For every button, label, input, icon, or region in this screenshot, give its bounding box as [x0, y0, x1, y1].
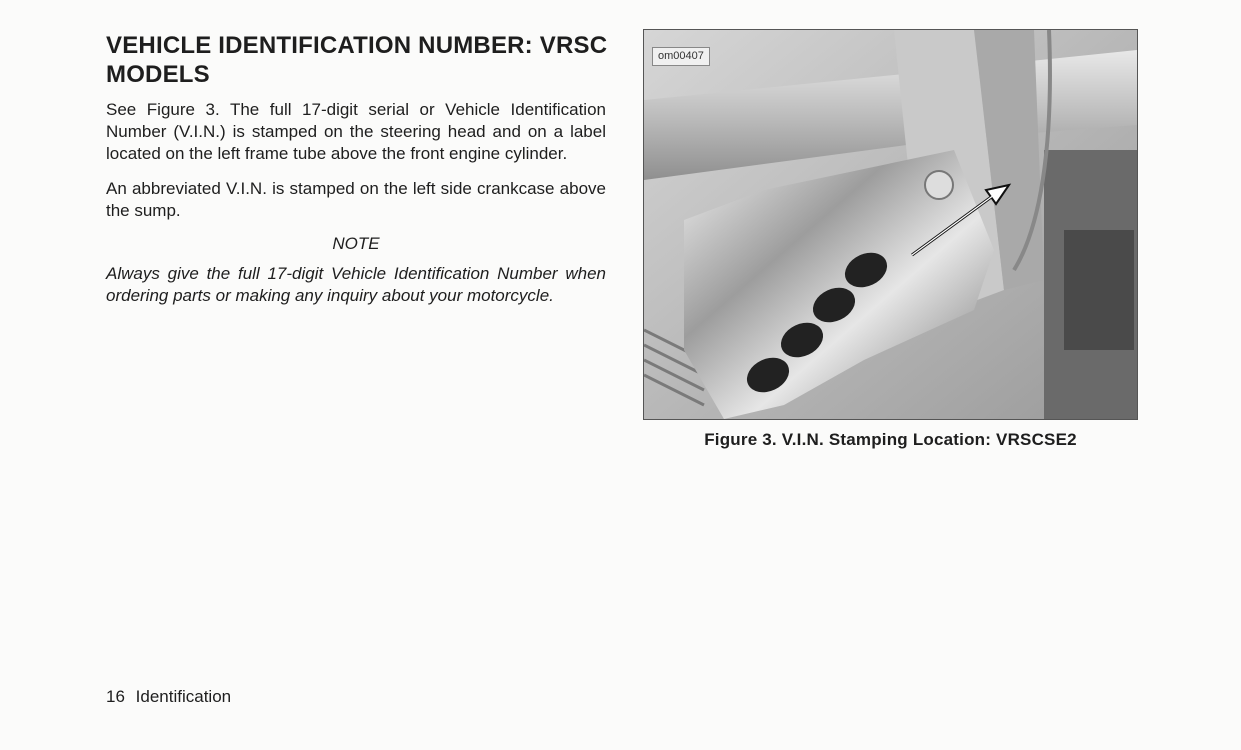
figure-caption: Figure 3. V.I.N. Stamping Location: VRSCSE2 — [704, 430, 1077, 449]
note-title: NOTE — [332, 234, 380, 253]
page-heading: VEHICLE IDENTIFICATION NUMBER: VRSC MODELS — [106, 32, 608, 88]
note-body: Always give the full 17-digit Vehicle Identification Number when ordering parts or making any inquiry about your motorcycle. — [106, 264, 606, 305]
paragraph-abbreviated-vin: An abbreviated V.I.N. is stamped on the left side crankcase above the sump. — [106, 179, 606, 220]
page-number: 16 — [106, 687, 125, 706]
figure-photo — [643, 29, 1138, 420]
paragraph-vin-location: See Figure 3. The full 17-digit serial or Vehicle Identification Number (V.I.N.) is stamped on the steering head and on a label located on the left frame tube above the front engine cylinder. — [106, 100, 606, 163]
page-footer — [106, 686, 231, 708]
motorcycle-steering-head-photo — [644, 30, 1137, 419]
figure-id-label: om00407 — [652, 47, 710, 66]
section-name: Identification — [135, 687, 232, 706]
